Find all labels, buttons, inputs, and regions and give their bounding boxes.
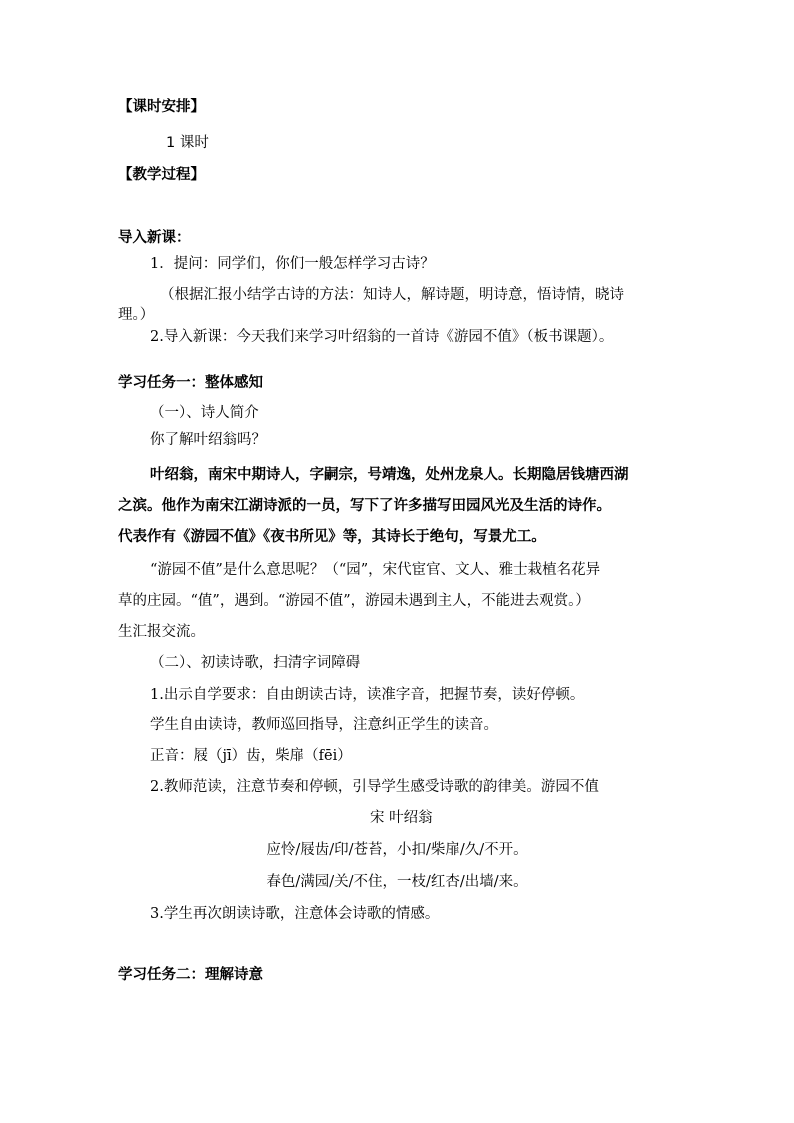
intro-note-line-2: 理。）	[118, 307, 155, 323]
step-3: 3.学生再次朗读诗歌，注意体会诗歌的情感。	[150, 906, 440, 922]
title-meaning-line-2: 草的庄园。“值”，遇到。“游园不值”，游园未遇到主人，不能进去观赏。）	[118, 593, 590, 609]
intro-heading: 导入新课：	[118, 229, 191, 246]
task1-question: 你了解叶绍翁吗？	[150, 432, 266, 448]
schedule-value: 1 课时	[166, 135, 209, 151]
intro-item-2: 2.导入新课：今天我们来学习叶绍翁的一首诗《游园不值》（板书课题）。	[150, 329, 614, 345]
bio-line-1: 叶绍翁，南宋中期诗人，字嗣宗，号靖逸，处州龙泉人。长期隐居钱塘西湖	[150, 466, 629, 483]
bio-line-3: 代表作有《游园不值》《夜书所见》等，其诗长于绝句，写景尤工。	[118, 528, 546, 545]
poem-line-1: 应怜/屐齿/印/苍苔，小扣/柴扉/久/不开。	[266, 842, 528, 858]
title-meaning-line-3: 生汇报交流。	[118, 624, 205, 640]
intro-note-line-1: （根据汇报小结学古诗的方法：知诗人，解诗题，明诗意，悟诗情，晓诗	[160, 287, 624, 303]
pronunciation-note: 正音：屐（jī）齿，柴扉（fēi）	[150, 748, 352, 764]
step-1-note: 学生自由读诗，教师巡回指导，注意纠正学生的读音。	[150, 717, 498, 733]
task1-sub-1: （一）、诗人简介	[150, 405, 259, 421]
task1-sub-2: （二）、初读诗歌，扫清字词障碍	[150, 655, 361, 671]
step-1: 1.出示自学要求：自由朗读古诗，读准字音，把握节奏，读好停顿。	[150, 687, 585, 703]
bio-line-2: 之滨。他作为南宋江湖诗派的一员，写下了许多描写田园风光及生活的诗作。	[118, 497, 611, 514]
poem-author: 宋 叶绍翁	[370, 810, 433, 826]
schedule-heading: 【课时安排】	[118, 98, 205, 115]
process-heading: 【教学过程】	[118, 166, 205, 183]
step-2: 2.教师范读，注意节奏和停顿，引导学生感受诗歌的韵律美。游园不值	[150, 779, 599, 795]
task2-heading: 学习任务二：理解诗意	[118, 966, 263, 983]
task1-heading: 学习任务一：整体感知	[118, 374, 263, 391]
title-meaning-line-1: “游园不值”是什么意思呢？（“园”，宋代宦官、文人、雅士栽植名花异	[150, 562, 601, 578]
poem-line-2: 春色/满园/关/不住，一枝/红杏/出墙/来。	[266, 874, 528, 890]
intro-item-1: 1．提问：同学们，你们一般怎样学习古诗？	[150, 256, 435, 272]
